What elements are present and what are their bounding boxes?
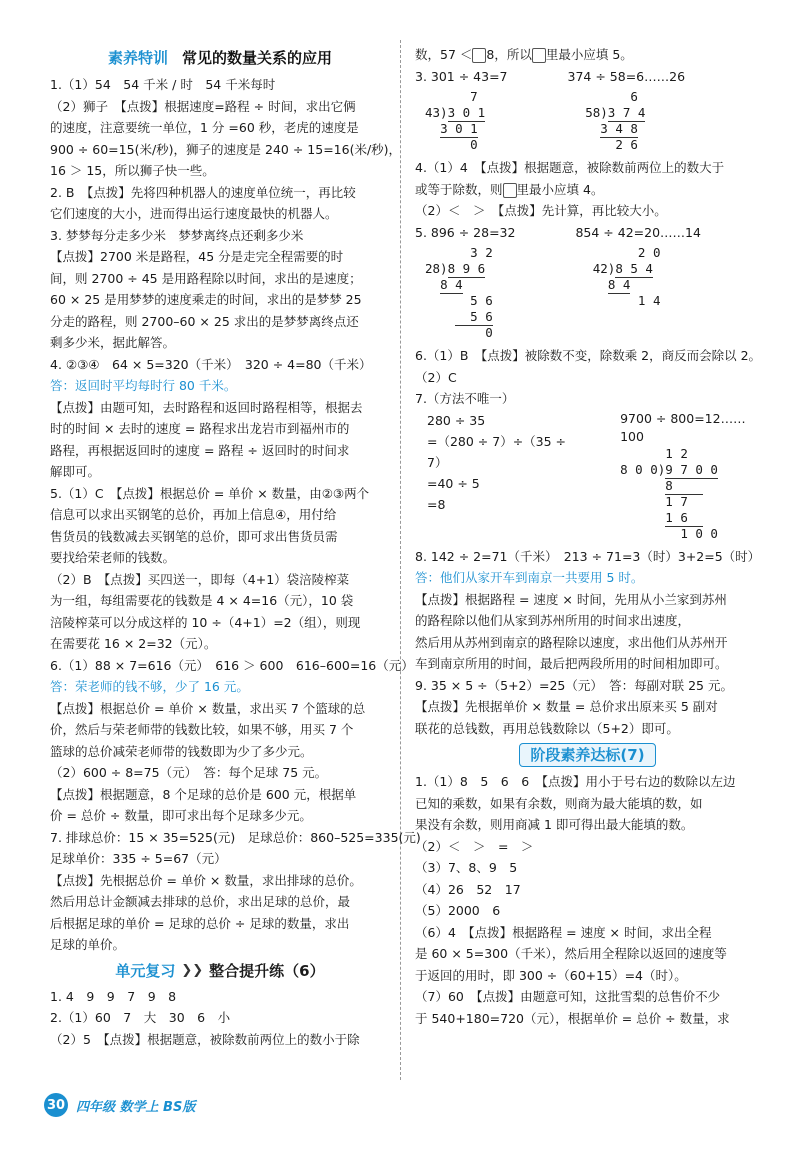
answer-line: 足球单价：335 ÷ 5=67（元）	[50, 851, 227, 866]
answer-line: （2）＜ ＞ 【点拨】先计算，再比较大小。	[415, 203, 667, 218]
answer-line: 在需要花 16 × 2=32（元）。	[50, 636, 217, 651]
answer-line: 果没有余数，则用商减 1 即可得出最大能填的数。	[415, 817, 694, 832]
answer-line: （2）＜ ＞ = ＞	[415, 838, 534, 854]
answer-line: 答：返回时平均每时行 80 千米。	[50, 378, 237, 393]
stage-title: 阶段素养达标(7)	[519, 743, 655, 767]
long-division-374-58: 6 58)3 7 4 3 4 8 2 6	[585, 89, 646, 152]
blank-box-icon	[503, 183, 517, 198]
long-division-896-28: 3 2 28)8 9 6 8 4 5 6 5 6 0	[425, 245, 493, 340]
answer-line: 答：荣老师的钱不够，少了 16 元。	[50, 679, 249, 694]
answer-line: 的路程除以他们从家到苏州所用的时间求出速度，	[415, 613, 691, 628]
answer-line: 售货员的钱数减去买钢笔的总价，即可求出售货员需	[50, 528, 338, 544]
page-footer	[44, 1093, 195, 1117]
book-brand: 四年级 数学上 BS版	[76, 1099, 196, 1115]
answer-line: 或等于除数，则 里最小应填 4。	[415, 181, 604, 197]
answer-line: （3）7、8、9 5	[415, 860, 518, 875]
answer-line: 900 ÷ 60=15(米/秒)，狮子的速度是 240 ÷ 15=16(米/秒)，	[50, 141, 402, 157]
right-column	[415, 44, 760, 1029]
answer-line: （6）4 【点拨】根据路程 = 速度 × 时间，求出全程	[415, 924, 712, 940]
answer-line: 6.（1）88 × 7=616（元） 616 ＞ 600 616–600=16（元）	[50, 657, 414, 673]
answer-line: 【点拨】2700 米是路程，45 分是走完全程需要的时	[50, 249, 344, 264]
answer-line: 1.（1）54 54 千米 / 时 54 千米每时	[50, 77, 276, 92]
long-division-3	[425, 89, 760, 153]
answer-line: 然后用从苏州到南京的路程除以速度，求出他们从苏州开	[415, 634, 728, 650]
answer-line: （5）2000 6	[415, 903, 501, 918]
answer-line: 1.（1）8 5 6 6 【点拨】用小于号右边的数除以左边	[415, 774, 736, 789]
answer-line: 【点拨】先根据单价 × 数量 = 总价求出原来买 5 副对	[415, 699, 718, 714]
answer-line: 【点拨】根据总价 = 单价 × 数量，求出买 7 个篮球的总	[50, 700, 366, 716]
answer-line: 路程，再根据返回时的速度 = 路程 ÷ 返回时的时间求	[50, 442, 350, 458]
unit-review-header	[50, 958, 390, 984]
answer-line: 3. 梦梦每分走多少米 梦梦离终点还剩多少米	[50, 227, 304, 243]
answer-line: 信息可以求出买钢笔的总价，再加上信息④，用付给	[50, 507, 337, 522]
answer-7-work	[427, 410, 760, 542]
left-answers	[50, 74, 421, 956]
answer-line: 它们速度的大小，进而得出运行速度最快的机器人。	[50, 206, 338, 221]
stage-header	[415, 743, 760, 767]
answer-line: 6.（1）B 【点拨】被除数不变，除数乘 2，商反而会除以 2。	[415, 348, 762, 363]
answer-line: 涪陵榨菜可以分成这样的 10 ÷（4+1）=2（组），则现	[50, 614, 361, 630]
answer-line: 足球的单价。	[50, 937, 126, 952]
section-header	[50, 44, 390, 72]
answer-line: 4. ②③④ 64 × 5=320（千米） 320 ÷ 4=80（千米）	[50, 356, 372, 372]
answer-line: 60 × 25 是用梦梦的速度乘走的时间，求出的是梦梦 25	[50, 292, 362, 307]
unit-review-title: 整合提升练（6）	[209, 962, 325, 980]
answer-line: 5.（1）C 【点拨】根据总价 = 单价 × 数量，由②③两个	[50, 485, 370, 501]
answer-line: 5. 896 ÷ 28=32 854 ÷ 42=20……14	[415, 224, 701, 240]
answer-line: 9. 35 × 5 ÷（5+2）=25（元） 答：每副对联 25 元。	[415, 677, 733, 693]
header-title: 常见的数量关系的应用	[182, 49, 333, 67]
answer-line: 3. 301 ÷ 43=7 374 ÷ 58=6……26	[415, 68, 686, 84]
answer-7-method-b: 9700 ÷ 800=12……100 1 2 8 0 0)9 7 0 0 8 1 7 1 6 1 0 0	[620, 410, 760, 542]
answer-line: 4.（1）4 【点拨】根据题意，被除数前两位上的数大于	[415, 160, 725, 175]
long-division-301-43: 7 43)3 0 1 3 0 1 0	[425, 89, 486, 152]
long-division-854-42: 2 0 42)8 5 4 8 4 1 4	[592, 245, 661, 308]
answer-line: （2）C	[415, 369, 457, 385]
answer-line: 篮球的总价减荣老师带的钱数即为少了多少元。	[50, 743, 313, 759]
answer-line: （2）600 ÷ 8=75（元） 答：每个足球 75 元。	[50, 765, 328, 780]
answer-line: 已知的乘数，如果有余数，则商为最大能填的数，如	[415, 795, 703, 811]
stage-answers	[415, 771, 760, 1029]
long-division-9700-800: 1 2 8 0 0)9 7 0 0 8 1 7 1 6 1 0 0	[620, 445, 718, 541]
answer-line: 要找给荣老师的钱数。	[50, 550, 176, 565]
answer-line: 车到南京所用的时间，最后把两段所用的时间相加即可。	[415, 656, 728, 671]
answer-7-method-a: 280 ÷ 35 =（280 ÷ 7）÷（35 ÷ 7） =40 ÷ 5 =8	[427, 412, 567, 512]
answer-line: 8. 142 ÷ 2=71（千米） 213 ÷ 71=3（时）3+2=5（时）	[415, 548, 761, 564]
answer-line: 于返回的用时，即 300 ÷（60+15）=4（时）。	[415, 967, 687, 983]
answer-line: 2. B 【点拨】先将四种机器人的速度单位统一，再比较	[50, 184, 356, 200]
answer-line: 是 60 × 5=300（千米），然后用全程除以返回的速度等	[415, 946, 727, 961]
answer-line: （2）B 【点拨】买四送一，即每（4+1）袋涪陵榨菜	[50, 571, 350, 587]
answer-line: 时的时间 × 去时的速度 = 路程求出龙岩市到福州市的	[50, 421, 350, 436]
answer-line: 解即可。	[50, 464, 101, 479]
answer-line: （7）60 【点拨】由题意可知，这批雪梨的总售价不少	[415, 989, 721, 1004]
answer-line: 7. 排球总价：15 × 35=525(元) 足球总价：860–525=335(元)	[50, 829, 421, 845]
answer-line: 【点拨】先根据总价 = 单价 × 数量，求出排球的总价。	[50, 872, 362, 888]
answer-line: 1. 4 9 9 7 9 8	[50, 988, 177, 1004]
answer-line: 联花的总钱数，再用总钱数除以（5+2）即可。	[415, 720, 679, 736]
answer-line: 分走的路程，则 2700–60 × 25 求出的是梦梦离终点还	[50, 313, 359, 329]
answer-line: 16 ＞ 15，所以狮子快一些。	[50, 163, 215, 178]
answer-line: 然后用总计金额减去排球的总价，求出足球的总价，最	[50, 894, 351, 909]
answer-line: 【点拨】由题可知，去时路程和返回时路程相等，根据去	[50, 399, 363, 415]
answers-6-7	[415, 345, 760, 410]
answer-line: 7.（方法不唯一）	[415, 391, 515, 406]
answer-line: 于 540+180=720（元），根据单价 = 总价 ÷ 数量，求	[415, 1010, 730, 1026]
answer-line: 价，然后与荣老师带的钱数比较，如果不够，用买 7 个	[50, 722, 354, 737]
header-label: 素养特训	[107, 49, 168, 67]
chevron-right-icon: ❯❯	[181, 963, 204, 978]
page-number: 30	[44, 1093, 68, 1117]
answer-line: 剩多少米，据此解答。	[50, 335, 176, 350]
answer-line: （2）5 【点拨】根据题意，被除数前两位上的数小于除	[50, 1031, 360, 1047]
answer-line: （4）26 52 17	[415, 881, 521, 897]
answer-line: 【点拨】根据路程 = 速度 × 时间，先用从小兰家到苏州	[415, 591, 727, 607]
answer-line: 的速度，注意要统一单位，1 分 =60 秒，老虎的速度是	[50, 120, 359, 135]
answer-line: 为一组，每组需要花的钱数是 4 × 4=16（元），10 袋	[50, 593, 354, 608]
answers-8-9	[415, 546, 760, 740]
unit-review-label: 单元复习	[115, 962, 176, 980]
answer-line: 价 = 总价 ÷ 数量，即可求出每个足球多少元。	[50, 808, 312, 823]
blank-box-icon	[472, 48, 486, 63]
answer-line: （2）狮子 【点拨】根据速度=路程 ÷ 时间，求出它俩	[50, 98, 356, 114]
unit-review-answers	[50, 986, 390, 1051]
answer-line: 2.（1）60 7 大 30 6 小	[50, 1010, 231, 1025]
answer-line: 间，则 2700 ÷ 45 是用路程除以时间，求出的是速度；	[50, 270, 362, 286]
answer-line: 数，57 ＜ 8，所以 里最小应填 5。	[415, 47, 633, 62]
answer-line: 【点拨】根据题意，8 个足球的总价是 600 元，根据单	[50, 786, 357, 802]
answer-line: 答：他们从家开车到南京一共要用 5 时。	[415, 570, 644, 585]
blank-box-icon	[532, 48, 546, 63]
left-column	[50, 44, 421, 1050]
answer-line: 后根据足球的单价 = 足球的总价 ÷ 足球的数量，求出	[50, 915, 350, 931]
long-division-5	[425, 245, 760, 341]
column-divider	[400, 40, 401, 1080]
